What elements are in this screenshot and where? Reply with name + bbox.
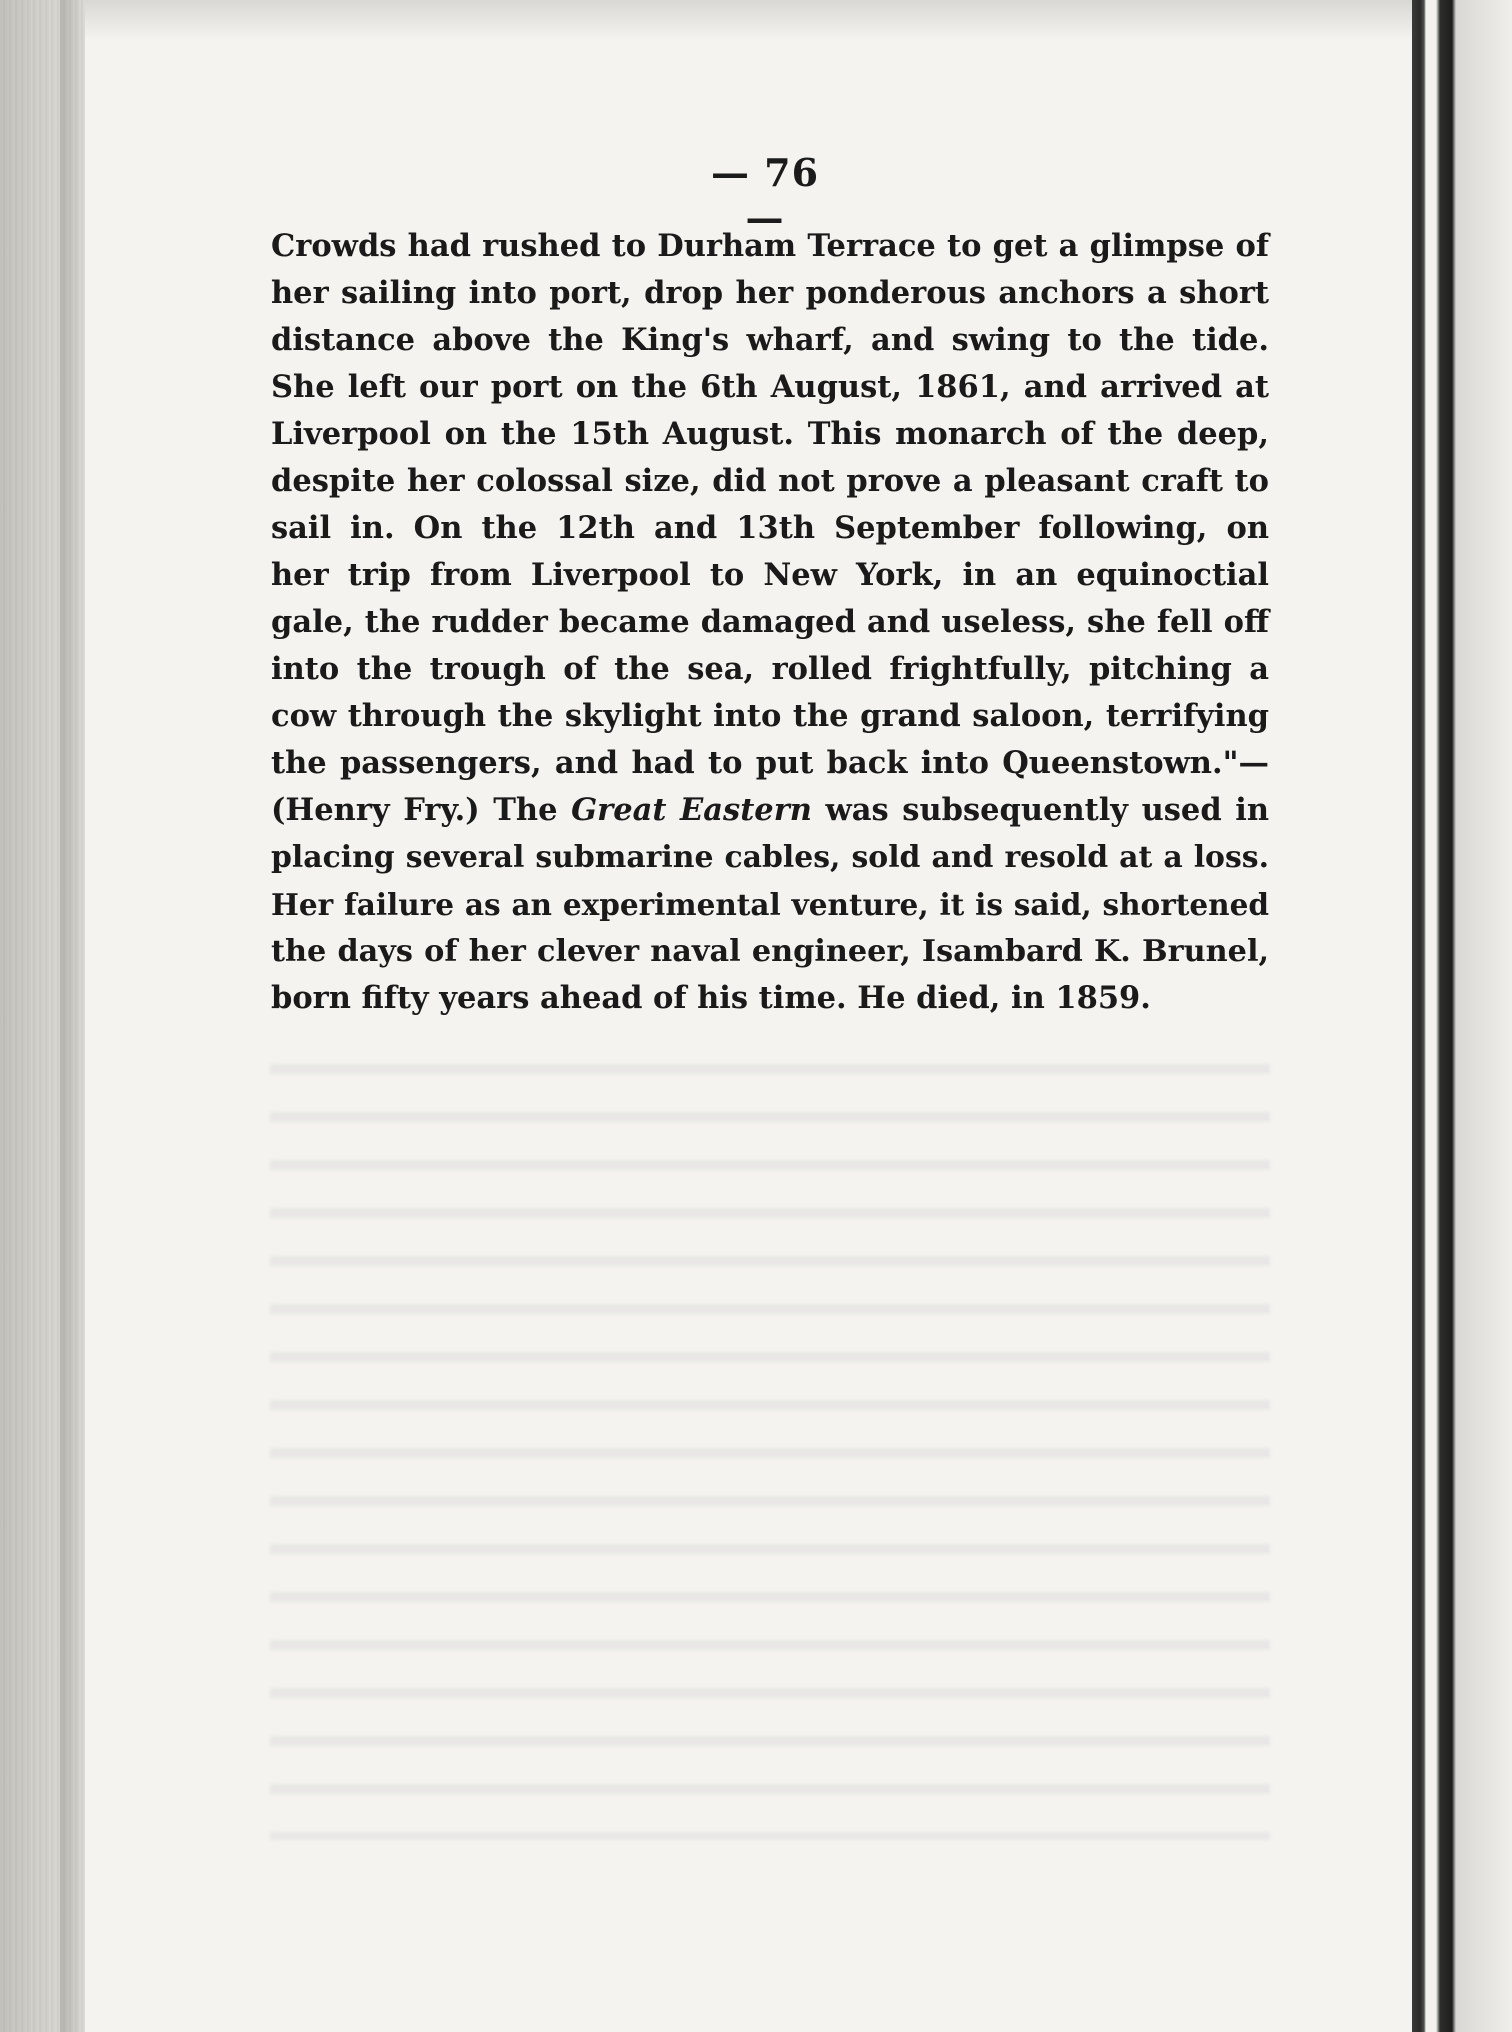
text-line: distance above the King's wharf, and swing to the tide. (271, 322, 1269, 358)
text-line: her trip from Liverpool to New York, in an equinoctial (271, 557, 1269, 593)
text-line-with-ship-name (271, 787, 1269, 834)
text-line: despite her colossal size, did not prove a pleasant craft to (271, 463, 1269, 499)
text-segment: (Henry Fry.) The (271, 792, 572, 828)
book-binding-edge (0, 0, 85, 2032)
text-line: into the trough of the sea, rolled frightfully, pitching a (271, 651, 1269, 687)
text-line: Liverpool on the 15th August. This monarch of the deep, (271, 416, 1269, 452)
text-line: sail in. On the 12th and 13th September following, on (271, 510, 1269, 546)
text-line: born fifty years ahead of his time. He died, in 1859. (271, 980, 1151, 1016)
next-page-edge (1412, 0, 1512, 2032)
ship-name-italic: Great Eastern (571, 792, 812, 828)
text-line: the days of her clever naval engineer, Isambard K. Brunel, (271, 934, 1269, 969)
text-line: the passengers, and had to put back into Queenstown."— (271, 745, 1269, 781)
reverse-side-bleed-through (270, 1040, 1270, 1840)
text-line: Crowds had rushed to Durham Terrace to get a glimpse of (271, 228, 1269, 264)
text-line: placing several submarine cables, sold and resold at a loss. (271, 840, 1269, 875)
text-line: gale, the rudder became damaged and useless, she fell off (271, 604, 1269, 640)
page-top-shadow (85, 0, 1412, 40)
text-segment: was subsequently used in (811, 792, 1269, 828)
text-line: cow through the skylight into the grand saloon, terrifying (271, 698, 1269, 734)
text-line: her sailing into port, drop her ponderous anchors a short (271, 275, 1269, 311)
page-number: — 76 — (710, 150, 820, 240)
body-paragraph (271, 223, 1269, 1022)
text-line: She left our port on the 6th August, 1861, and arrived at (271, 369, 1269, 405)
text-line: Her failure as an experimental venture, it is said, shortened (271, 887, 1269, 922)
